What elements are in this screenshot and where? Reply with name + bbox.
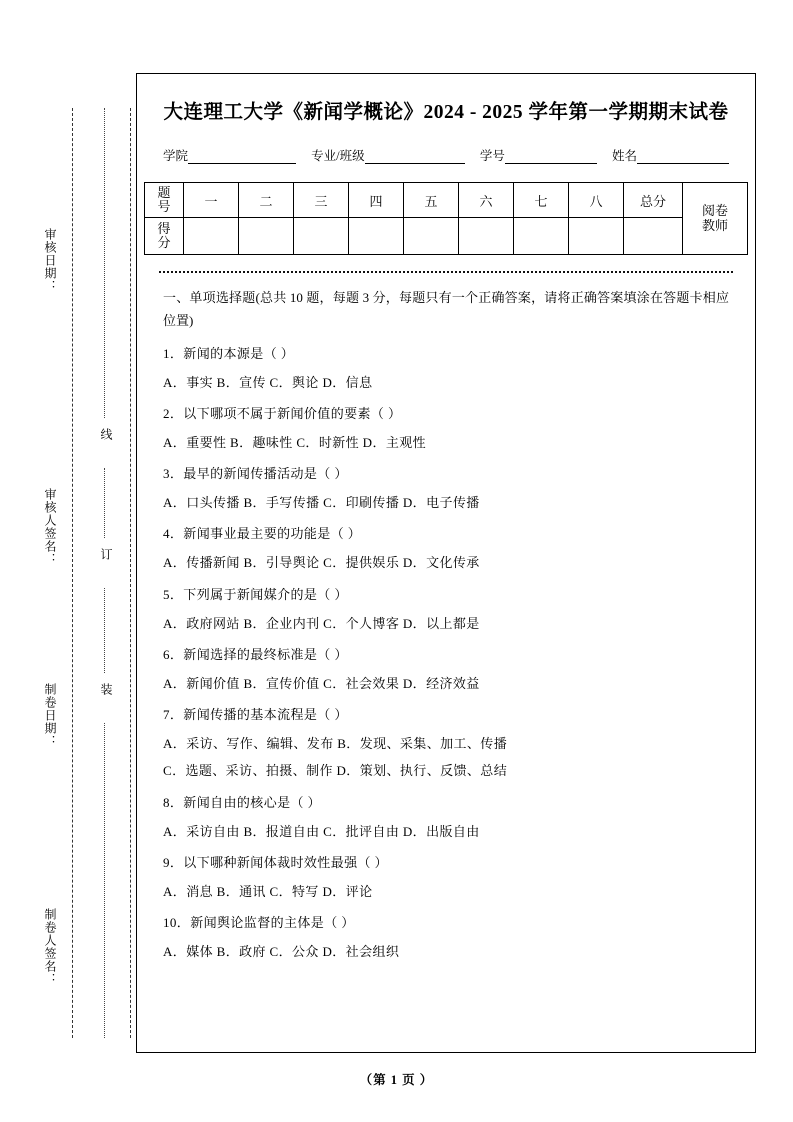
row-header-line1: 得 <box>157 221 171 237</box>
reviewer-signature-label: 审核人签名： <box>43 488 57 566</box>
section-heading: 一、单项选择题(总共 10 题，每题 3 分，每题只有一个正确答案，请将正确答案填涂在答题卡相应位置) <box>163 290 729 328</box>
question-stem-5: 5．下列属于新闻媒介的是（ ） <box>163 586 348 602</box>
column-6: 六 <box>459 183 514 218</box>
question-options-3: A．口头传播 B．手写传播 C．印刷传播 D．电子传播 <box>163 495 480 511</box>
row-header-question-number <box>145 183 184 218</box>
question-body <box>163 287 729 962</box>
question-stem-3: 3．最早的新闻传播活动是（ ） <box>163 466 348 482</box>
score-cell-8[interactable] <box>569 218 624 255</box>
seal-dot-segment <box>104 588 105 673</box>
question-stem-1: 1．新闻的本源是（ ） <box>163 345 295 361</box>
score-cell-3[interactable] <box>294 218 349 255</box>
seal-word-fold: 装 <box>99 683 113 697</box>
student-id-label: 学号 <box>479 149 505 163</box>
column-7: 七 <box>514 183 569 218</box>
seal-dot-segment <box>104 723 105 1038</box>
grading-teacher-line2: 教师 <box>701 217 728 233</box>
column-1: 一 <box>184 183 239 218</box>
paper-maker-signature-label: 制卷人签名： <box>43 908 57 986</box>
review-date-label: 审核日期： <box>43 228 57 293</box>
student-id-input[interactable] <box>505 150 597 164</box>
seal-word-bind: 订 <box>99 548 113 562</box>
major-class-input[interactable] <box>365 150 465 164</box>
college-input[interactable] <box>188 150 296 164</box>
row-header-line1: 题 <box>157 185 171 201</box>
student-id-field[interactable] <box>480 146 597 164</box>
college-field[interactable] <box>163 146 296 164</box>
column-4: 四 <box>349 183 404 218</box>
exam-frame <box>136 73 756 1053</box>
section-divider <box>159 271 733 273</box>
question-options-2: A．重要性 B．趣味性 C．时新性 D．主观性 <box>163 434 427 450</box>
college-label: 学院 <box>163 149 189 163</box>
score-cell-5[interactable] <box>404 218 459 255</box>
score-cell-4[interactable] <box>349 218 404 255</box>
column-3: 三 <box>294 183 349 218</box>
question-stem-6: 6．新闻选择的最终标准是（ ） <box>163 646 348 662</box>
paper-date-label: 制卷日期： <box>43 683 57 748</box>
table-row-question-numbers <box>145 183 748 218</box>
column-total: 总分 <box>624 183 683 218</box>
question-options-5: A．政府网站 B．企业内刊 C．个人博客 D．以上都是 <box>163 615 480 631</box>
score-cell-7[interactable] <box>514 218 569 255</box>
question-options-6: A．新闻价值 B．宣传价值 C．社会效果 D．经济效益 <box>163 676 480 692</box>
seal-line-inner <box>130 108 131 1038</box>
row-header-score <box>145 218 184 255</box>
seal-margin <box>38 108 136 1038</box>
major-class-field[interactable] <box>311 146 464 164</box>
table-row-scores <box>145 218 748 255</box>
page-title: 大连理工大学《新闻学概论》2024 - 2025 学年第一学期期末试卷 <box>163 102 729 123</box>
page-footer: （第 1 页 ） <box>359 1073 434 1087</box>
question-stem-2: 2．以下哪项不属于新闻价值的要素（ ） <box>163 405 402 421</box>
seal-dot-segment <box>104 108 105 418</box>
question-options-8: A．采访自由 B．报道自由 C．批评自由 D．出版自由 <box>163 823 480 839</box>
question-stem-7: 7．新闻传播的基本流程是（ ） <box>163 707 348 723</box>
grading-teacher-line1: 阅卷 <box>701 202 728 218</box>
question-options-9: A．消息 B．通讯 C．特写 D．评论 <box>163 884 373 900</box>
question-options-10: A．媒体 B．政府 C．公众 D．社会组织 <box>163 944 400 960</box>
column-8: 八 <box>569 183 624 218</box>
score-cell-6[interactable] <box>459 218 514 255</box>
name-label: 姓名 <box>611 149 637 163</box>
question-options-7-line2: C．选题、采访、拍摄、制作 D．策划、执行、反馈、总结 <box>163 763 508 779</box>
question-stem-10: 10．新闻舆论监督的主体是（ ） <box>163 915 355 931</box>
name-field[interactable] <box>612 146 729 164</box>
row-header-line2: 分 <box>157 235 171 250</box>
column-2: 二 <box>239 183 294 218</box>
score-table <box>144 182 748 255</box>
seal-word-line: 线 <box>99 428 113 442</box>
question-options-7-line1: A．采访、写作、编辑、发布 B．发现、采集、加工、传播 <box>163 736 508 752</box>
question-options-4: A．传播新闻 B．引导舆论 C．提供娱乐 D．文化传承 <box>163 555 480 571</box>
student-info-row <box>163 146 729 164</box>
question-stem-8: 8．新闻自由的核心是（ ） <box>163 794 321 810</box>
question-stem-4: 4．新闻事业最主要的功能是（ ） <box>163 526 362 542</box>
column-5: 五 <box>404 183 459 218</box>
score-cell-2[interactable] <box>239 218 294 255</box>
row-header-line2: 号 <box>157 199 171 214</box>
score-cell-1[interactable] <box>184 218 239 255</box>
major-class-label: 专业/班级 <box>311 149 365 163</box>
seal-line-outer <box>72 108 73 1038</box>
seal-dot-segment <box>104 468 105 538</box>
question-options-1: A．事实 B．宣传 C．舆论 D．信息 <box>163 374 373 390</box>
score-cell-total[interactable] <box>624 218 683 255</box>
column-grading-teacher[interactable] <box>683 183 748 255</box>
name-input[interactable] <box>637 150 729 164</box>
question-stem-9: 9．以下哪种新闻体裁时效性最强（ ） <box>163 854 388 870</box>
